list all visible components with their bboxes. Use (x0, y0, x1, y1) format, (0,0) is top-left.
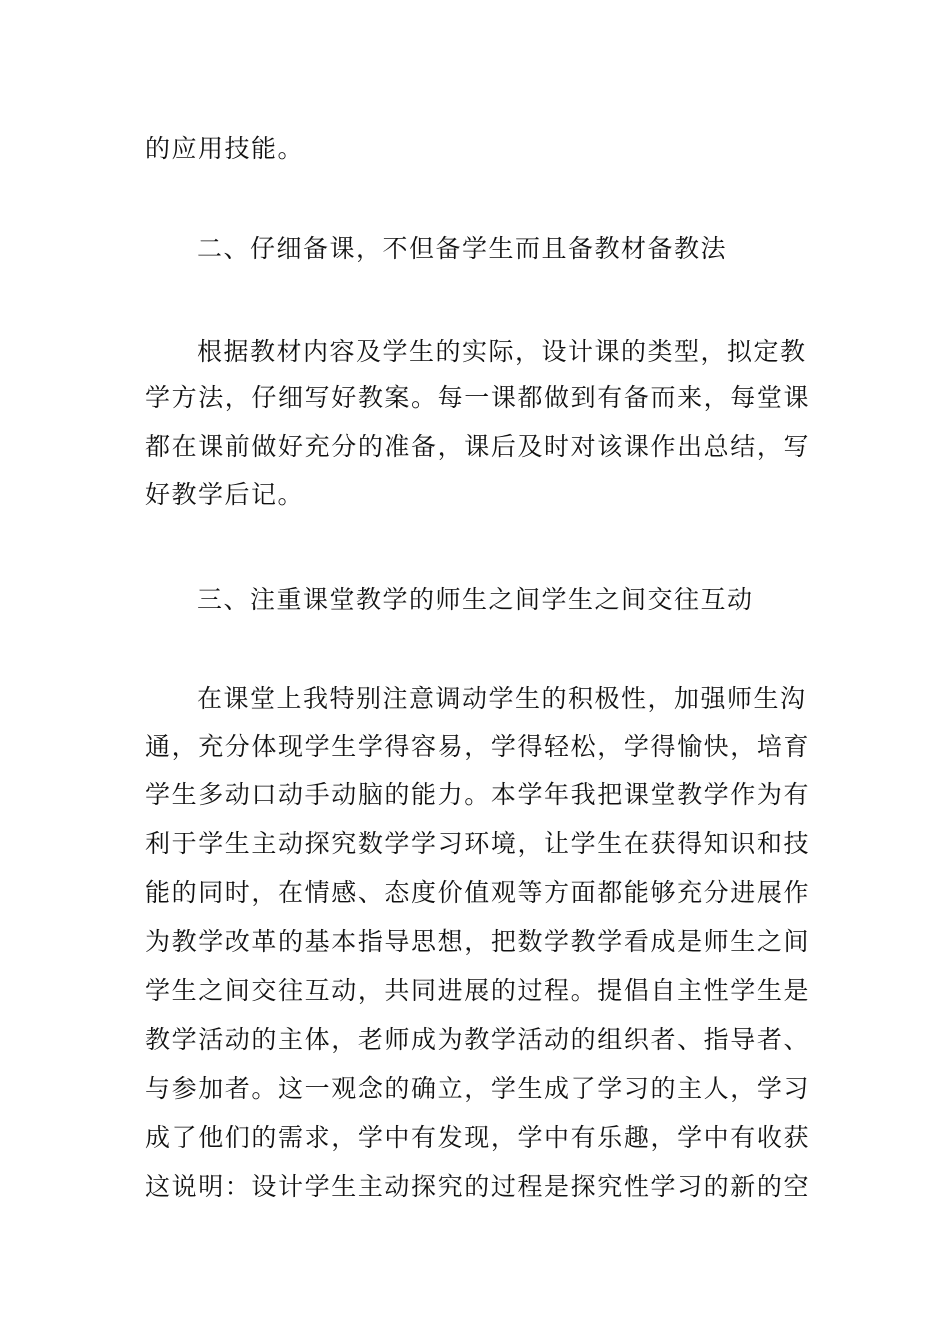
paragraph-line: 学生多动口动手动脑的能力。本学年我把课堂教学作为有 (145, 780, 810, 809)
paragraph-line: 成了他们的需求，学中有发现，学中有乐趣，学中有收获 (145, 1123, 810, 1152)
paragraph-line: 这说明：设计学生主动探究的过程是探究性学习的新的空 (145, 1172, 810, 1201)
paragraph-line: 在课堂上我特别注意调动学生的积极性，加强师生沟 (197, 684, 807, 713)
section-heading-2: 二、仔细备课，不但备学生而且备教材备教法 (197, 234, 728, 263)
paragraph-line: 能的同时，在情感、态度价值观等方面都能够充分进展作 (145, 878, 810, 907)
paragraph-line: 都在课前做好充分的准备，课后及时对该课作出总结，写 (145, 432, 810, 461)
paragraph-line: 学方法，仔细写好教案。每一课都做到有备而来，每堂课 (145, 383, 810, 412)
paragraph-line: 学生之间交往互动，共同进展的过程。提倡自主性学生是 (145, 976, 810, 1005)
section-heading-3: 三、注重课堂教学的师生之间学生之间交往互动 (197, 585, 754, 614)
paragraph-line: 利于学生主动探究数学学习环境，让学生在获得知识和技 (145, 829, 810, 858)
paragraph-line: 根据教材内容及学生的实际，设计课的类型，拟定教 (197, 337, 807, 366)
paragraph-line: 好教学后记。 (145, 480, 305, 509)
paragraph-line: 通，充分体现学生学得容易，学得轻松，学得愉快，培育 (145, 732, 810, 761)
paragraph-line: 为教学改革的基本指导思想，把数学教学看成是师生之间 (145, 927, 810, 956)
paragraph-line: 教学活动的主体，老师成为教学活动的组织者、指导者、 (145, 1025, 810, 1054)
paragraph-line: 的应用技能。 (145, 134, 305, 163)
paragraph-line: 与参加者。这一观念的确立，学生成了学习的主人，学习 (145, 1074, 810, 1103)
